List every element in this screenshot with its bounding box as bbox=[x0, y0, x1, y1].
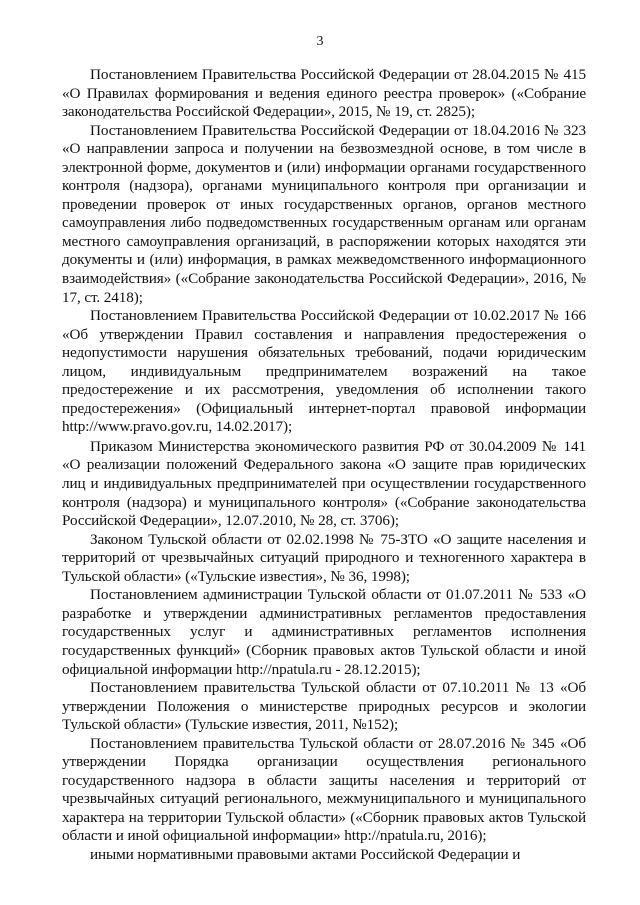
paragraph-resolution-13: Постановлением правительства Тульской области от 07.10.2011 № 13 «Об утверждении Положения о министерстве природных ресурсов и экологии Тульской области» (Тульские известия, 2011, №152); bbox=[62, 679, 586, 734]
paragraph-decree-415: Постановлением Правительства Российской Федерации от 28.04.2015 № 415 «О Правилах формирования и ведения единого реестра проверок» («Собрание законодательства Российской Федерации», 2015, № 19, ст. 2825); bbox=[62, 66, 586, 121]
paragraph-resolution-533: Постановлением администрации Тульской области от 01.07.2011 № 533 «О разработке и утверждении административных регламентов предоставления государственных услуг и административных регламентов исполнения государственных функций» (Сборник правовых актов Тульской области и иной официальной информации http://npatula.ru - 28.12.2015); bbox=[62, 586, 586, 678]
paragraph-order-141: Приказом Министерства экономического развития РФ от 30.04.2009 № 141 «О реализации положений Федерального закона «О защите прав юридических лиц и индивидуальных предпринимателей при осуществлении государственного контроля (надзора) и муниципального контроля» («Собрание законодательства Российской Федерации», 12.07.2010, № 28, ст. 3706); bbox=[62, 437, 586, 530]
page-number: 3 bbox=[316, 34, 324, 49]
paragraph-resolution-345: Постановлением правительства Тульской области от 28.07.2016 № 345 «Об утверждении Порядка организации осуществления регионального государственного надзора в области защиты населения и территорий от чрезвычайных ситуаций регионального, межмуниципального и муниципального характера на территории Тульской области» («Сборник правовых актов Тульской области и иной официальной информации» http://npatula.ru, 2016); bbox=[62, 734, 586, 845]
paragraph-law-75-zto: Законом Тульской области от 02.02.1998 № 75-ЗТО «О защите населения и территорий от чрезвычайных ситуаций природного и техногенного характера в Тульской области» («Тульские известия», № 36, 1998); bbox=[62, 530, 586, 585]
paragraph-other-acts: иными нормативными правовыми актами Российской Федерации и bbox=[90, 845, 521, 863]
paragraph-decree-166: Постановлением Правительства Российской Федерации от 10.02.2017 № 166 «Об утверждении Правил составления и направления предостережения о недопустимости нарушения обязательных требований, подачи юридическим лицом, индивидуальным предпринимателем возражений на такое предостережение и их рассмотрения, уведомления об исполнении такого предостережения» (Официальный интернет-портал правовой информации http://www.pravo.gov.ru, 14.02.2017); bbox=[62, 307, 586, 436]
document-body bbox=[62, 66, 586, 865]
paragraph-decree-323: Постановлением Правительства Российской Федерации от 18.04.2016 № 323 «О направлении запроса и получении на безвозмездной основе, в том числе в электронной форме, документов и (или) информации органами государственного контроля (надзора), органами муниципального контроля при организации и проведении проверок от иных государственных органов, органов местного самоуправления либо подведомственных государственным органам или органам местного самоуправления организаций, в распоряжении которых находятся эти документы и (или) информация, в рамках межведомственного информационного взаимодействия» («Собрание законодательства Российской Федерации», 2016, № 17, ст. 2418); bbox=[62, 121, 586, 306]
